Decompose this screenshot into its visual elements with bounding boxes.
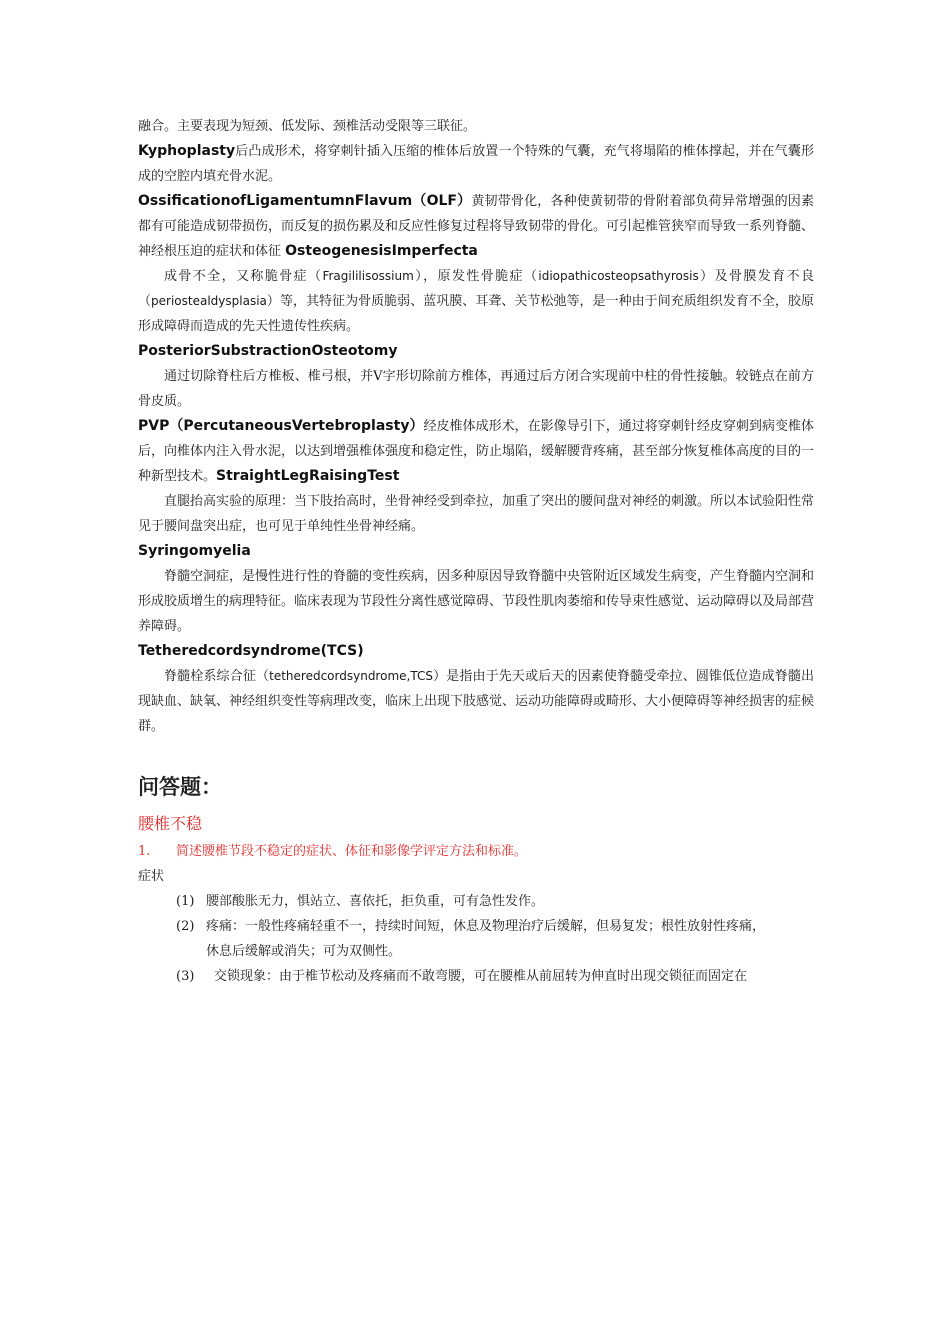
entry-olf — [138, 189, 814, 264]
definition-tcs: 脊髓栓系综合征（tetheredcordsyndrome,TCS）是指由于先天或后天的因素使脊髓受牵拉、圆锥低位造成脊髓出现缺血、缺氧、神经组织变性等病理改变，临床上出现下肢感觉、运动功能障碍或畸形、大小便障碍等神经损害的症候群。 — [138, 669, 815, 734]
qa-heading: 问答题： — [138, 774, 222, 799]
question-text: 简述腰椎节段不稳定的症状、体征和影像学评定方法和标准。 — [176, 844, 528, 859]
definition-kyphoplasty: 后凸成形术，将穿刺针插入压缩的椎体后放置一个特殊的气囊，充气将塌陷的椎体撑起，并在气囊形成的空腔内填充骨水泥。 — [138, 144, 814, 184]
term-pvp: PVP（PercutaneousVertebroplasty） — [138, 418, 424, 434]
intro-tail: 融合。主要表现为短颈、低发际、颈椎活动受限等三联征。 — [138, 119, 477, 134]
entry-kyphoplasty — [138, 139, 814, 189]
definition-pvp: 经皮椎体成形术，在影像导引下，通过将穿刺针经皮穿刺到病变椎体后，向椎体内注入骨水泥，以达到增强椎体强度和稳定性，防止塌陷，缓解腰背疼痛，甚至部分恢复椎体高度的目的一种新型技术。 — [138, 419, 815, 484]
definition-syringomyelia: 脊髓空洞症，是慢性进行性的脊髓的变性疾病，因多种原因导致脊髓中央管附近区域发生病变，产生脊髓内空洞和形成胶质增生的病理特征。临床表现为节段性分离性感觉障碍、节段性肌肉萎缩和传导束性感觉、运动障碍以及局部营养障碍。 — [138, 569, 815, 634]
section-title-lumbar-instability: 腰椎不稳 — [138, 814, 203, 833]
term-tcs-line — [138, 639, 814, 664]
list-item: (2) 疼痛：一般性疼痛轻重不一，持续时间短，休息及物理治疗后缓解，但易复发；根性放射性疼痛， 休息后缓解或消失；可为双侧性。 — [176, 919, 766, 959]
term-olf: OssificationofLigamentumnFlavum（OLF） — [138, 193, 472, 209]
question-1 — [138, 839, 814, 864]
question-number: 1. — [138, 844, 151, 859]
symptoms-label: 症状 — [138, 869, 165, 884]
term-pso-line — [138, 339, 814, 364]
definition-olf: 黄韧带骨化，各种使黄韧带的骨附着部负荷异常增强的因素都有可能造成韧带损伤，而反复的损伤累及和反应性修复过程将导致韧带的骨化。可引起椎管狭窄而导致一系列脊髓、神经根压迫的症状和体征 — [138, 194, 815, 259]
term-syringomyelia: Syringomyelia — [138, 543, 251, 559]
list-item: (1) 腰部酸胀无力，惧站立、喜依托，拒负重，可有急性发作。 — [176, 894, 545, 909]
entry-pvp — [138, 414, 814, 489]
term-kyphoplasty: Kyphoplasty — [138, 143, 236, 159]
definition-pso: 通过切除脊柱后方椎板、椎弓根，并V字形切除前方椎体，再通过后方闭合实现前中柱的骨性接触。较链点在前方骨皮质。 — [138, 369, 814, 409]
term-syringomyelia-line — [138, 539, 814, 564]
term-osteogenesis-imperfecta: OsteogenesisImperfecta — [285, 243, 478, 259]
term-tethered-cord-syndrome: Tetheredcordsyndrome(TCS) — [138, 643, 364, 659]
definition-osteogenesis-imperfecta: 成骨不全，又称脆骨症（Fragililisossium），原发性骨脆症（idiopathicosteopsathyrosis）及骨膜发育不良（periostealdysplasia）等，其特征为骨质脆弱、蓝巩膜、耳聋、关节松弛等，是一种由于间充质组织发育不全，胶原形成障碍而造成的先天性遗传性疾病。 — [138, 269, 814, 334]
term-straight-leg-raising-test: StraightLegRaisingTest — [216, 468, 400, 484]
definition-slr: 直腿抬高实验的原理：当下肢抬高时，坐骨神经受到牵拉，加重了突出的腰间盘对神经的刺激。所以本试验阳性常见于腰间盘突出症，也可见于单纯性坐骨神经痛。 — [138, 494, 815, 534]
document-body — [138, 114, 814, 989]
term-posterior-substraction-osteotomy: PosteriorSubstractionOsteotomy — [138, 343, 398, 359]
list-item: (3) 交锁现象：由于椎节松动及疼痛而不敢弯腰，可在腰椎从前屈转为伸直时出现交锁征而固定在 — [176, 969, 748, 984]
